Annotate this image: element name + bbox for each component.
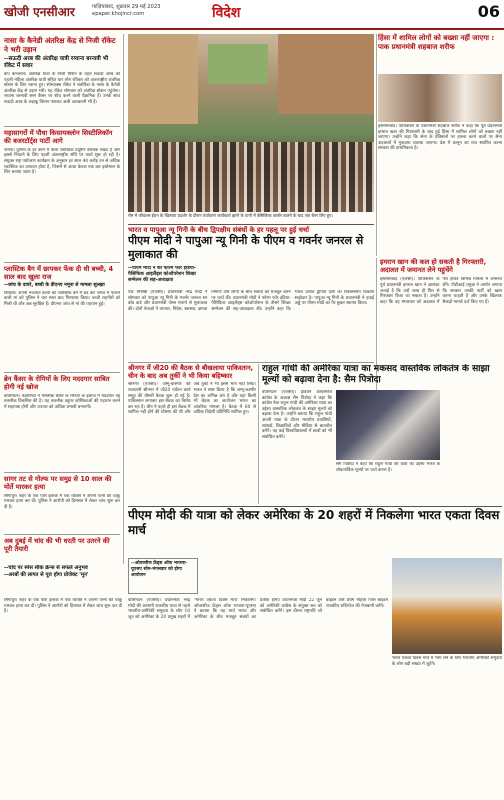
story-headline: सागर तट से गोल्फ पर समुद्र से 10 साल की मोर्ते मारकर हत्या — [4, 475, 112, 492]
story-headline: हिंसा में शामिल लोगों को बख्शा नहीं जाएगा : पाक प्रधानमंत्री शहबाज शरीफ — [378, 34, 495, 51]
story-headline: नासा के कैनेडी अंतरिक्ष केंद्र से निजी रॉकेट ने भरी उड़ान — [4, 36, 116, 54]
story-march-body: वाशिंगटन (एजेंसी)। प्रधानमंत्री नरेंद्र मोदी की आगामी राजकीय यात्रा से पहले भारतीय-अमेरिकी समुदाय के लोग 18 जून को अमेरिका के 20 प्रमुख शहरों में 'भारत एकता दिवस मार्च' निकालेंगे। ओवरसीज फ्रेंड्स ऑफ भाजपा-यूएसए ने बताया कि यह मार्च भारत और अमेरिका के बीच मजबूत संबंधों का प्रतीक होगा। प्रधानमंत्री मोदी 22 जून को अमेरिकी कांग्रेस के संयुक्त सत्र को संबोधित करेंगे। इस दौरान राष्ट्रपति जो बाइडन और प्रथम महिला जिल बाइडन राजकीय रात्रिभोज की मेजबानी करेंगे। — [128, 598, 388, 620]
story-headline: ब्रेन कैंसर के रोगियों के लिए मददगार साबित होगी नई खोज — [4, 375, 110, 392]
story-headline: पीएम मोदी ने पापुआ न्यू गिनी के पीएम व गवर्नर जनरल से मुलाकात की — [128, 234, 364, 261]
divider — [4, 262, 120, 263]
story-ocean — [4, 129, 120, 258]
story-dubai-moon — [4, 537, 120, 554]
story-body: जेनेवा। दुनिया के हर कोने में फैला प्लास्टिक प्रदूषण वैश्विक संकट है और इससे निपटने के लिए पहली अंतरराष्ट्रीय संधि पर वार्ता शुरू हो रही है। संयुक्त राष्ट्र पर्यावरण कार्यक्रम के अनुसार हर साल 40 करोड़ टन से अधिक प्लास्टिक का उत्पादन होता है, जिसमें से आधा केवल एक बार इस्तेमाल के लिए बनाया जाता है। — [4, 147, 120, 176]
story-body: सिंगापुर। शहर के एक पॉश इलाके में एक व्यक्ति ने अपनी पत्नी की चाकू मारकर हत्या कर दी। पुलिस ने आरोपी को हिरासत में लेकर जांच शुरू कर दी है। — [4, 493, 120, 510]
divider — [258, 364, 259, 504]
divider — [4, 472, 120, 473]
story-plastic-bag — [4, 265, 120, 363]
story-body: वाशिंगटन (एजेंसी)। इंडियन ओवरसीज कांग्रेस के अध्यक्ष सैम पित्रोदा ने कहा कि कांग्रेस नेता राहुल गांधी की अमेरिका यात्रा का उद्देश्य वास्तविक लोकतंत्र के साझा मूल्यों को बढ़ावा देना है। उन्होंने बताया कि राहुल गांधी अपनी यात्रा के दौरान भारतीय प्रवासियों, सांसदों, शिक्षाविदों और मीडिया से बातचीत करेंगे। वह कई विश्वविद्यालयों में छात्रों को भी संबोधित करेंगे। — [262, 390, 332, 440]
story-march-subhead: --ओवरसीज फ्रेंड्स ऑफ भाजपा-यूएसए सोम-मंगलवार को होगा आयोजन — [128, 558, 198, 594]
story-headline: अब दुबई में चांद की भी धरती पर उतरने की पूरी तैयारी — [4, 537, 110, 554]
story-headline: पीएम मोदी की यात्रा को लेकर अमेरिका के 20 शहरों में निकलेगा भारत एकता दिवस मार्च — [128, 508, 500, 537]
story-kicker: इमरान खान की कल हो सकती है गिरफ्तारी, — [380, 258, 487, 266]
sam-pitroda-photo — [336, 390, 440, 460]
divider — [128, 362, 374, 363]
page-number: 06 — [477, 2, 500, 21]
pak-pm-photo — [378, 74, 502, 122]
story-body: वाशिंगटन। वैज्ञानिकों ने मस्तिष्क कैंसर के मरीजों के इलाज में मददगार नई तकनीक विकसित की है। यह तकनीक ट्यूमर कोशिकाओं की पहचान करने में सहायक होगी और उपचार को अधिक प्रभावी बनाएगी। — [4, 393, 120, 410]
left-column — [2, 34, 124, 564]
story-headline: महासागरों में पौधा किसायक्लोन सिस्टीलिकॉन की बजरटॉर्ट्स पार्टी आगे — [4, 129, 113, 146]
masthead-date: गाज़ियाबाद, शुक्रवार 29 मई 2023 — [92, 4, 161, 10]
story-march-headline — [128, 508, 502, 554]
masthead-url: epaper.khojincr.com — [92, 11, 145, 17]
story-srinagar — [128, 364, 256, 504]
story-brain-cancer — [4, 375, 120, 470]
divider — [4, 126, 120, 127]
story-subheadline: --जांच के दायरे, बच्ची के डीएनए नमूना से मामला सुलझा — [4, 282, 105, 288]
story-png-subhead: --पीएम मोदी ने की फोरम फॉर इंडिया-पैसिफिक आइलैंड्स कोऑपरेशन शिखर सम्मेलन की सह-अध्यक्षता — [128, 266, 196, 283]
story-singapore — [4, 475, 120, 528]
photo-caption: भारत एकता दिवस मार्च में भाग लेने के लिए भारतीय अमेरिकी समुदाय के लोग बड़ी संख्या में जुटेंगे। — [392, 656, 502, 667]
story-dubai-subheads — [4, 565, 122, 595]
story-body: इस्लामाबाद (एजेंसी)। पाकिस्तान के पूर्व प्रधानमंत्री इमरान खान ने आशंका जताई है कि उन्हें जल्द ही फिर से गिरफ्तार किया जा सकता है। उन्होंने कहा कि वह मंगलवार को अदालत में पेश होकर विभिन्न मामलों में जमानत लेंगे। पीटीआई प्रमुख ने आरोप लगाया कि सरकार उनकी पार्टी को खत्म करना चाहती है और उनके खिलाफ सैकड़ों मामले दर्ज किए गए हैं। — [380, 277, 502, 305]
story-body: विदिशा। अपनी नवजात बच्ची को प्लास्टिक बैग में बंद कर जंगल में फेंकने वाली मां को पुलिस ने चार साल बाद गिरफ्तार किया। बच्ची राहगीरों को मिली थी और अब सुरक्षित है। डीएनए जांच से मां की पहचान हुई। — [4, 290, 120, 307]
story-body: श्रीनगर (एजेंसी)। जम्मू-कश्मीर की राजधानी श्रीनगर में जी20 पर्यटन कार्य समूह की तीसरी बैठक शुरू हो गई है। पाकिस्तान लगातार इस बैठक का विरोध कर रहा है। चीन ने पहले ही इस बैठक में शामिल नहीं होने की घोषणा की थी और अब तुर्की ने भी इसमें भाग नहीं लिया। भारत ने स्पष्ट किया है कि जम्मू-कश्मीर देश का अभिन्न अंग है और यहां किसी भी बैठक का आयोजन भारत का आंतरिक मामला है। बैठक में 60 से अधिक विदेशी प्रतिनिधि शामिल हुए। — [128, 382, 256, 416]
story-pak-pm — [378, 34, 502, 256]
newspaper-logo: खोजी एनसीआर — [4, 5, 75, 19]
story-png-headline — [128, 226, 374, 266]
story-nasa — [4, 36, 120, 122]
story-headline: राहुल गांधी की अमेरिका यात्रा का मकसद वास्तविक लोकतंत्र के साझा मूल्यों को बढ़ावा देना है: सैम पित्रोदा — [262, 364, 490, 385]
story-body: इस्लामाबाद। पाकिस्तान के प्रधानमंत्री शहबाज शरीफ ने कहा कि पूर्व प्रधानमंत्री इमरान खान की गिरफ्तारी के बाद हुई हिंसा में शामिल लोगों को बख्शा नहीं जाएगा। उन्होंने कहा कि सेना के प्रतिष्ठानों पर हमला करने वालों पर सैन्य अदालतों में मुकदमा चलाया जाएगा। देश में कानून का राज स्थापित करना सरकार की प्राथमिकता है। — [378, 124, 502, 152]
divider — [376, 34, 377, 256]
story-subheadline: --सऊदी अरब की अंतरिक्ष यात्री रय्याना बरनावी भी रॉकेट में सवार — [4, 56, 109, 69]
story-png-body: पोर्ट मोरेस्बी (एजेंसी)। प्रधानमंत्री नरेंद्र मोदी ने सोमवार को पापुआ न्यू गिनी के गवर्नर जनरल सर बॉब डाडे और प्रधानमंत्री जेम्स मारापे से मुलाकात की। दोनों नेताओं ने व्यापार, निवेश, स्वास्थ्य, क्षमता निर्माण और लोगों के बीच संबंधों को मजबूत करने पर चर्चा की। प्रधानमंत्री मोदी ने फोरम फॉर इंडिया-पैसिफिक आइलैंड्स कोऑपरेशन के तीसरे शिखर सम्मेलन की सह-अध्यक्षता की। उन्होंने कहा कि भारत प्रशांत द्वीपीय देशों का विश्वसनीय विकास साझेदार है। पापुआ न्यू गिनी के प्रधानमंत्री ने हवाई अड्डे पर पीएम मोदी का पैर छूकर स्वागत किया। — [128, 290, 374, 312]
section-title: विदेश — [212, 5, 241, 21]
photo-caption: सैम पित्रोदा ने कहा कि राहुल गांधी की यात्रा का उद्देश्य भारत के लोकतांत्रिक मूल्यों पर चर्चा करना है। — [336, 462, 440, 473]
divider — [128, 224, 374, 225]
divider — [4, 534, 120, 535]
protest-photo — [128, 34, 374, 212]
story-subheadline: --चांद पर स्पेस सीक क्रेन्स से सफले अनुभव — [4, 565, 88, 571]
story-kicker: भारत व पापुआ न्यू गिनी के बीच द्विपक्षीय संबंधों के हर पहलू पर हुई चर्चा — [128, 226, 309, 234]
story-body: केप कैनवरल। अंतरिक्ष यात्रा के निजी मिशन के तहत सऊदी अरब की पहली महिला अंतरिक्ष यात्री सहित चार लोग रविवार को अंतरराष्ट्रीय अंतरिक्ष स्टेशन के लिए रवाना हुए। स्पेसएक्स रॉकेट ने फ्लोरिडा के नासा के कैनेडी अंतरिक्ष केंद्र से उड़ान भरी। यह रॉकेट सोमवार को अंतरिक्ष स्टेशन पहुंचेगा। रय्याना बरनावी स्तन कैंसर पर शोध करने वाली वैज्ञानिक हैं। उनके साथ सऊदी अरब के लड़ाकू विमान पायलट अली अलकरनी भी हैं। — [4, 72, 120, 105]
story-dubai-body: सिंगापुर। शहर के एक पॉश इलाके में एक व्यक्ति ने अपनी पत्नी की चाकू मारकर हत्या कर दी। पुलिस ने आरोपी को हिरासत में लेकर जांच शुरू कर दी है। — [4, 598, 122, 615]
story-rahul — [262, 364, 502, 504]
divider — [128, 506, 502, 507]
photo-caption: रोम में जीवाश्म ईंधन के खिलाफ प्रदर्शन के दौरान पर्यावरण कार्यकर्ता झरने के पानी में बेसिलिका कार्बन डालने के बाद एक बैनर लिए हुए। — [128, 213, 334, 218]
story-subheadline: --अरबों की लागत से पूरा होगा प्रोजेक्ट 'मून' — [4, 571, 89, 578]
march-photo — [392, 558, 502, 654]
masthead-meta — [92, 4, 160, 18]
story-headline: प्लास्टिक बैग में छापकर फेंक दी थी बच्ची, 4 साल बाद खुला राज — [4, 265, 114, 282]
masthead — [0, 0, 504, 30]
story-headline: अदालत में जमानत लेने पहुंचेंगे — [380, 266, 453, 275]
story-headline: श्रीनगर में जी20 की बैठक से बौखलाया पाकिस्तान, चीन के बाद अब तुर्की ने भी किया बहिष्कार — [128, 364, 254, 381]
divider — [4, 372, 120, 373]
